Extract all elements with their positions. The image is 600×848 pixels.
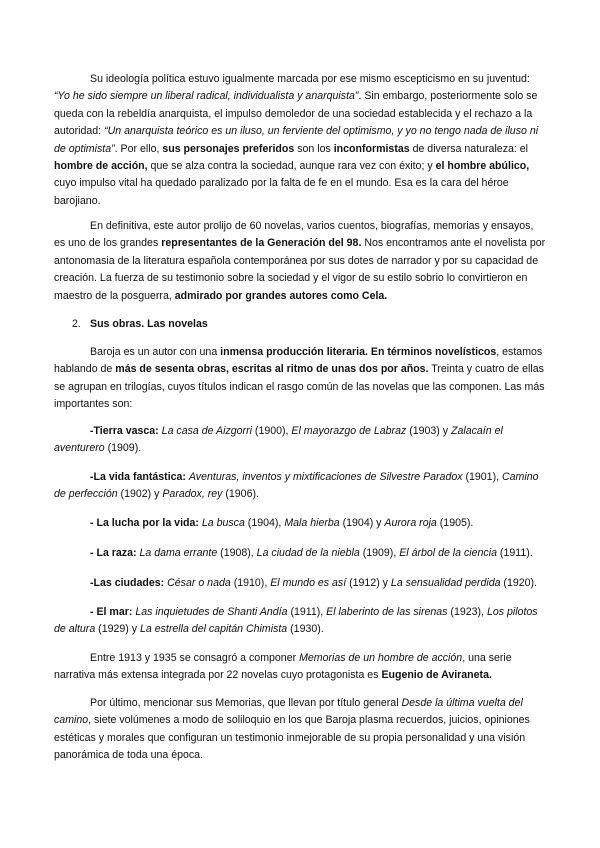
section-title: Sus obras. Las novelas xyxy=(90,318,208,330)
paragraph-memorias-hombre-accion: Entre 1913 y 1935 se consagró a componer Memorias de un hombre de acción, una serie narrativa más extensa integrada por 22 novelas cuyo protagonista es Eugenio de Aviraneta. xyxy=(54,652,512,682)
trilogy-item: -Tierra vasca: La casa de Aizgorri (1900), El mayorazgo de Labraz (1903) y Zalacaín el aventurero (1909). xyxy=(54,425,503,455)
paragraph-conclusion: En definitiva, este autor prolijo de 60 novelas, varios cuentos, biografías, memorias y ensayos, es uno de los grandes representantes de la Generación del 98. Nos encontramos ante el novelista por antonomasia de la literatura española contemporánea por sus dotes de narrador y por su capacidad de creación. La fuerza de su testimonio sobre la sociedad y el vigor de su estilo sobrio lo convirtieron en maestro de la posguerra, admirado por grandes autores como Cela. xyxy=(54,220,546,302)
trilogy-item: - La lucha por la vida: La busca (1904), Mala hierba (1904) y Aurora roja (1905). xyxy=(90,517,474,529)
trilogy-item: - La raza: La dama errante (1908), La ciudad de la niebla (1909), El árbol de la ciencia (1911). xyxy=(90,547,533,559)
paragraph-produccion: Baroja es un autor con una inmensa producción literaria. En términos novelísticos, estamos hablando de más de sesenta obras, escritas al ritmo de unas dos por años. Treinta y cuatro de ellas se agrupan en trilogías, cuyos títulos indican el rasgo común de las novelas que las componen. Las más importantes son: xyxy=(54,346,545,411)
section-heading xyxy=(72,316,208,333)
trilogy-item: -Las ciudades: César o nada (1910), El mundo es así (1912) y La sensualidad perdida (1920). xyxy=(90,577,537,589)
trilogy-item: - El mar: Las inquietudes de Shanti Andía (1911), El laberinto de las sirenas (1923), Los pilotos de altura (1929) y La estrella del capitán Chimista (1930). xyxy=(54,606,538,636)
section-number: 2. xyxy=(72,318,81,330)
paragraph-ideologia: Su ideología política estuvo igualmente marcada por ese mismo escepticismo en su juventud: “Yo he sido siempre un liberal radical, individualista y anarquista”. Sin embargo, posteriormente solo se queda con la rebeldía anarquista, el impulso demoledor de una sociedad establecida y el rechazo a la autoridad: “Un anarquista teórico es un iluso, un ferviente del optimismo, y yo no tengo nada de iluso ni de optimista”. Por ello, sus personajes preferidos son los inconformistas de diversa naturaleza: el hombre de acción, que se alza contra la sociedad, aunque rara vez con éxito; y el hombre abúlico, cuyo impulso vital ha quedado paralizado por la falta de fe en el mundo. Esa es la cara del héroe barojiano. xyxy=(54,73,539,207)
paragraph-memorias: Por último, mencionar sus Memorias, que llevan por título general Desde la última vuelta del camino, siete volúmenes a modo de soliloquio en los que Baroja plasma recuerdos, juicios, opiniones estéticas y morales que configuran un testimonio inmejorable de su propia personalidad y una visión panorámica de toda una época. xyxy=(54,697,530,762)
trilogy-item: -La vida fantástica: Aventuras, inventos y mixtificaciones de Silvestre Paradox (1901), Camino de perfección (1902) y Paradox, rey (1906). xyxy=(54,471,539,501)
